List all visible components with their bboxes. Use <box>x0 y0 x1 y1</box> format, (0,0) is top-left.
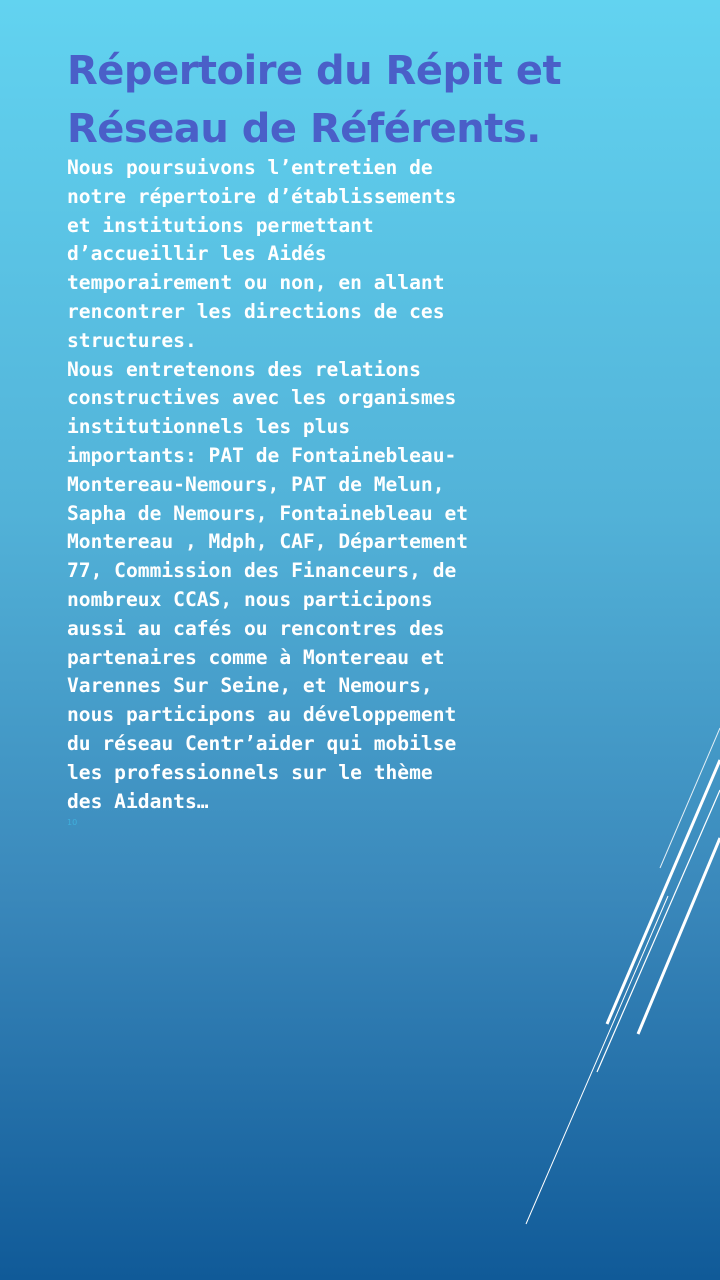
body-line: importants: PAT de Fontainebleau- <box>67 443 457 467</box>
body-line: Montereau-Nemours, PAT de Melun, <box>67 472 445 496</box>
body-line: Sapha de Nemours, Fontainebleau et <box>67 501 469 525</box>
body-line: et institutions permettant <box>67 213 374 237</box>
body-line: institutionnels les plus <box>67 415 351 439</box>
body-line: Nous entretenons des relations <box>67 357 421 381</box>
decorative-line <box>607 760 720 1024</box>
body-line: aussi au cafés ou rencontres des <box>67 616 445 640</box>
decorative-line <box>597 790 720 1072</box>
body-line: nombreux CCAS, nous participons <box>67 587 433 611</box>
body-line: nous participons au développement <box>67 703 457 727</box>
body-line: des Aidants… <box>67 789 209 813</box>
body-line: d’accueillir les Aidés <box>67 242 327 266</box>
body-line: du réseau Centr’aider qui mobilse <box>67 731 457 755</box>
body-line: rencontrer les directions de ces <box>67 299 445 323</box>
body-line: les professionnels sur le thème <box>67 760 433 784</box>
body-line: partenaires comme à Montereau et <box>67 645 445 669</box>
title-line: Répertoire du Répit et <box>67 48 562 94</box>
body-line: Varennes Sur Seine, et Nemours, <box>67 674 433 698</box>
body-line: 77, Commission des Financeurs, de <box>67 559 457 583</box>
decorative-line <box>660 728 720 868</box>
body-line: Montereau , Mdph, CAF, Département <box>67 530 469 554</box>
body-line: temporairement ou non, en allant <box>67 271 445 295</box>
body-line: constructives avec les organismes <box>67 386 457 410</box>
body-line: structures. <box>67 328 197 352</box>
body-line: notre répertoire d’établissements <box>67 184 457 208</box>
body-line: Nous poursuivons l’entretien de <box>67 156 433 179</box>
title-line: Réseau de Référents. <box>67 106 541 152</box>
page-number: 10 <box>67 818 78 827</box>
decorative-line <box>526 896 668 1224</box>
